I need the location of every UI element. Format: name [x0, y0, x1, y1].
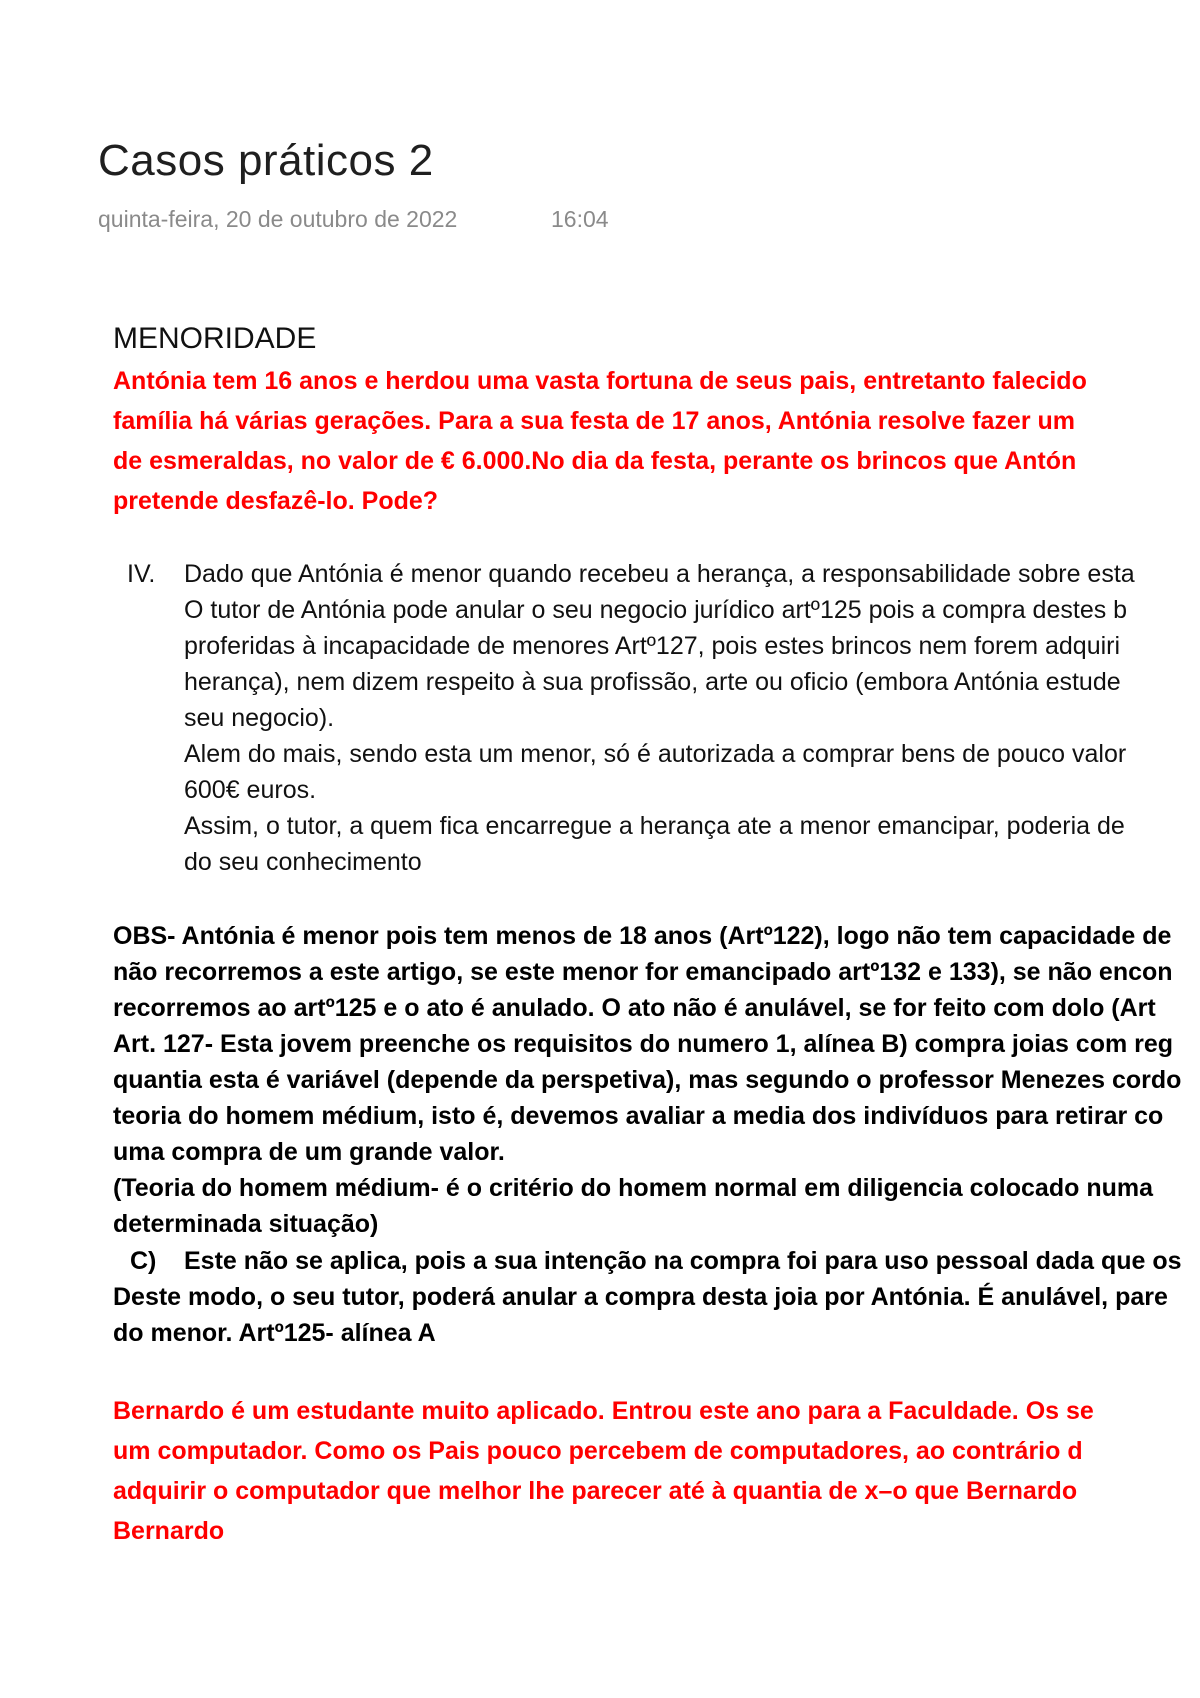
page-date: quinta-feira, 20 de outubro de 2022	[98, 206, 458, 232]
answer-line: Dado que Antónia é menor quando recebeu a herança, a responsabilidade sobre esta	[184, 560, 1135, 588]
answer-line: do seu conhecimento	[184, 848, 422, 876]
section-heading: MENORIDADE	[113, 322, 317, 355]
page-time: 16:04	[551, 206, 609, 232]
case2-line: adquirir o computador que melhor lhe parecer até à quantia de x–o que Bernardo	[113, 1477, 1078, 1505]
obs-line: quantia esta é variável (depende da perspetiva), mas segundo o professor Menezes cordo	[113, 1066, 1182, 1094]
obs-line: OBS- Antónia é menor pois tem menos de 18 anos (Artº122), logo não tem capacidade de	[113, 922, 1172, 950]
answer-line: Alem do mais, sendo esta um menor, só é autorizada a comprar bens de pouco valor	[184, 740, 1127, 768]
case2-line: Bernardo é um estudante muito aplicado. Entrou este ano para a Faculdade. Os se	[113, 1397, 1094, 1425]
case1-line: família há várias gerações. Para a sua festa de 17 anos, Antónia resolve fazer um	[113, 407, 1076, 435]
obs-tail-line: do menor. Artº125- alínea A	[113, 1319, 436, 1347]
case2-line: um computador. Como os Pais pouco percebem de computadores, ao contrário d	[113, 1437, 1083, 1465]
answer-line: herança), nem dizem respeito à sua profissão, arte ou oficio (embora Antónia estude	[184, 668, 1121, 696]
list-numeral: IV.	[127, 560, 156, 588]
answer-line: Assim, o tutor, a quem fica encarregue a herança ate a menor emancipar, poderia de	[184, 812, 1125, 840]
case1-line: pretende desfazê-lo. Pode?	[113, 487, 439, 515]
answer-line: 600€ euros.	[184, 776, 317, 804]
answer-line: O tutor de Antónia pode anular o seu negocio jurídico artº125 pois a compra destes b	[184, 596, 1128, 624]
answer-line: seu negocio).	[184, 704, 335, 732]
obs-line: uma compra de um grande valor.	[113, 1138, 505, 1166]
obs-line: determinada situação)	[113, 1210, 379, 1238]
item-c-label: C)	[130, 1247, 157, 1275]
answer-line: proferidas à incapacidade de menores Artº127, pois estes brincos nem forem adquiri	[184, 632, 1121, 660]
obs-line: (Teoria do homem médium- é o critério do homem normal em diligencia colocado numa	[113, 1174, 1153, 1202]
obs-line: teoria do homem médium, isto é, devemos avaliar a media dos indivíduos para retirar co	[113, 1102, 1164, 1130]
page-title: Casos práticos 2	[98, 136, 434, 185]
obs-line: recorremos ao artº125 e o ato é anulado. O ato não é anulável, se for feito com dolo (Art	[113, 994, 1156, 1022]
obs-tail-line: Deste modo, o seu tutor, poderá anular a compra desta joia por Antónia. É anulável, pare	[113, 1283, 1168, 1311]
item-c-text: Este não se aplica, pois a sua intenção na compra foi para uso pessoal dada que os	[184, 1247, 1182, 1275]
case1-line: Antónia tem 16 anos e herdou uma vasta fortuna de seus pais, entretanto falecido	[113, 367, 1087, 395]
case2-line: Bernardo	[113, 1517, 225, 1545]
obs-line: não recorremos a este artigo, se este menor for emancipado artº132 e 133), se não encon	[113, 958, 1173, 986]
obs-line: Art. 127- Esta jovem preenche os requisitos do numero 1, alínea B) compra joias com reg	[113, 1030, 1174, 1058]
case1-line: de esmeraldas, no valor de € 6.000.No dia da festa, perante os brincos que Antón	[113, 447, 1077, 475]
